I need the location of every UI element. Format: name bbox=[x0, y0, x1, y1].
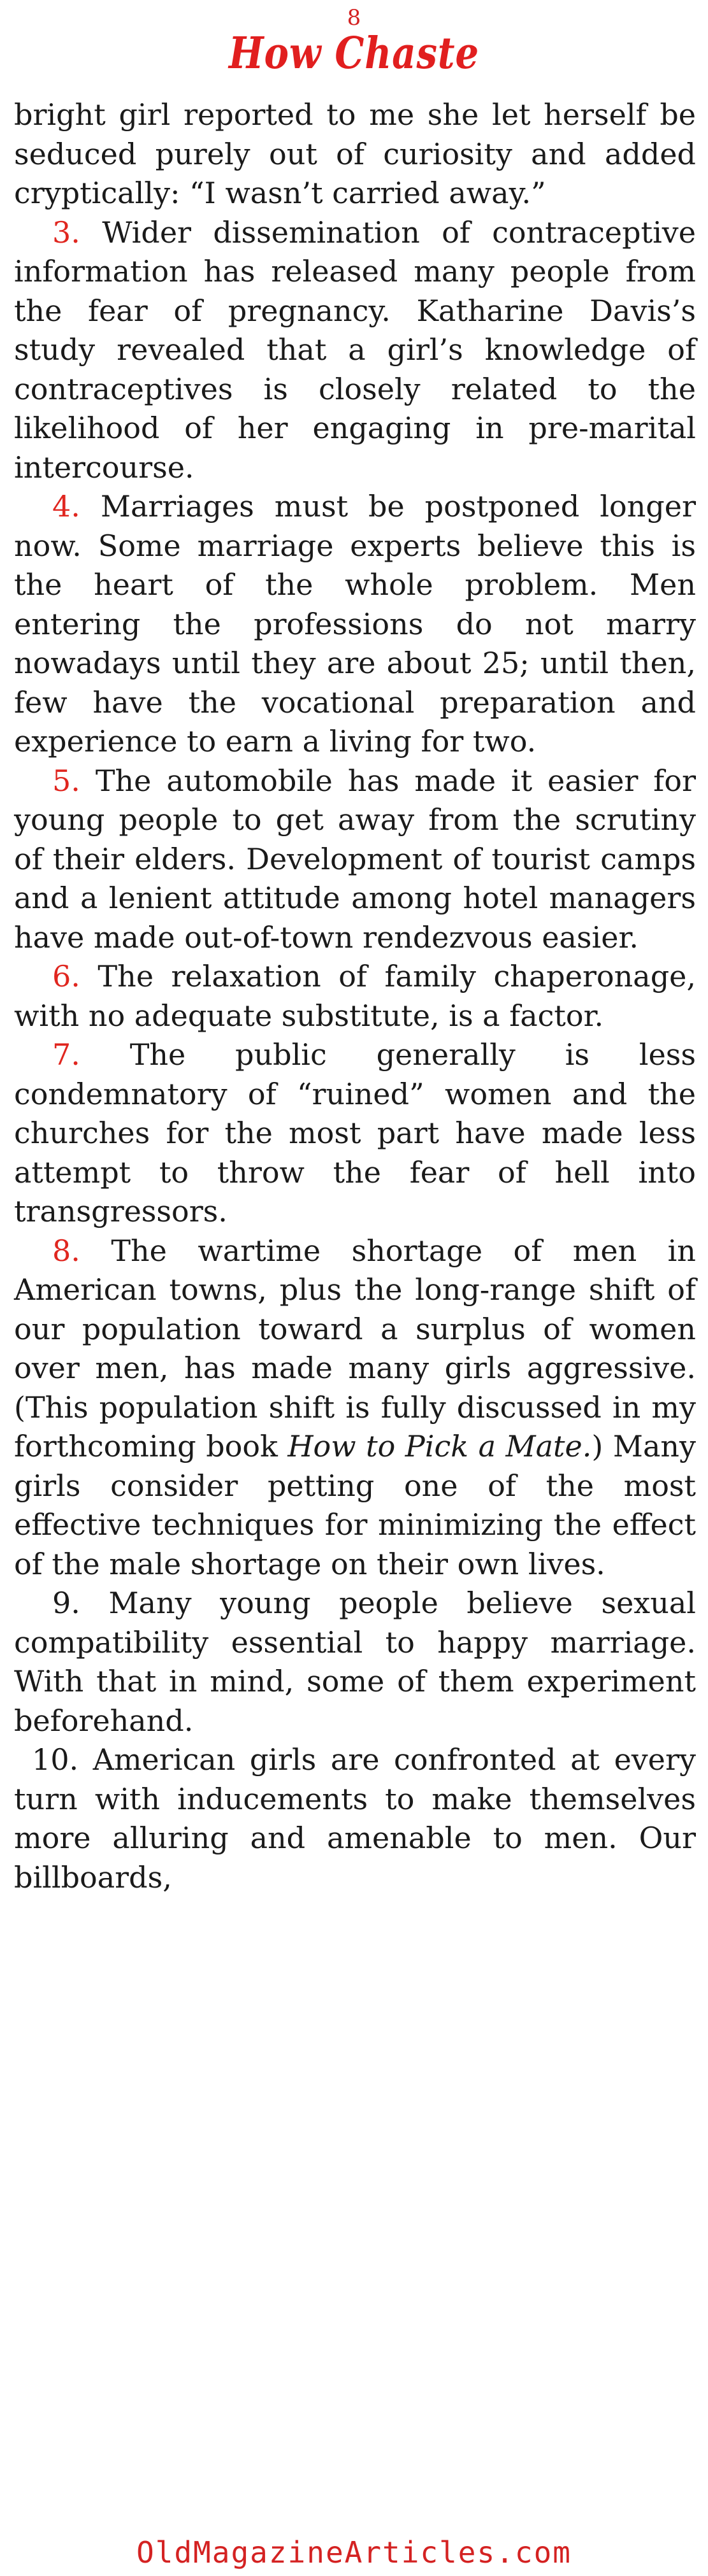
item-number: 5. bbox=[52, 763, 80, 798]
item-text: Marriages must be postponed longer now. Some marriage experts believe this is the heart of the whole problem. Men entering the professions do not marry nowadays until they are about 25; until then, few have the vocational preparation and experience to earn a living for two. bbox=[14, 489, 696, 758]
article-column bbox=[14, 96, 696, 1897]
book-title: How to Pick a Mate. bbox=[287, 1429, 592, 1463]
source-watermark: OldMagazineArticles.com bbox=[136, 2535, 572, 2570]
item-text: The wartime shortage of men in American towns, plus the long-range shift of our population toward a surplus of women over men, has made many girls aggressive. (This population shift is fully discussed in my forthcoming book bbox=[14, 1233, 696, 1463]
running-title: How Chaste bbox=[228, 28, 480, 79]
item-number: 8. bbox=[52, 1233, 80, 1268]
list-item-8 bbox=[14, 1232, 696, 1584]
item-number: 10. bbox=[32, 1742, 79, 1777]
list-item-4 bbox=[14, 487, 696, 762]
list-item-9 bbox=[14, 1584, 696, 1740]
item-text: Many young people believe sexual compatibility essential to happy marriage. With that in mind, some of them experiment beforehand. bbox=[14, 1586, 696, 1738]
item-text: Wider dissemination of contraceptive information has released many people from the fear of pregnancy. Katharine Davis’s study revealed that a girl’s knowledge of contraceptives is closely related to the likelihood of her engaging in pre-marital intercourse. bbox=[14, 215, 696, 485]
page-header bbox=[0, 0, 708, 96]
list-item-3 bbox=[14, 213, 696, 488]
item-text: American girls are confronted at every turn with inducements to make themselves more alluring and amenable to men. Our billboards, bbox=[14, 1742, 696, 1895]
item-text: The public generally is less condemnatory of “ruined” women and the churches for the most part have made less attempt to throw the fear of hell into transgressors. bbox=[14, 1037, 696, 1228]
list-item-10 bbox=[14, 1740, 696, 1897]
list-item-7 bbox=[14, 1035, 696, 1232]
item-number: 9. bbox=[52, 1586, 80, 1620]
opening-paragraph: bright girl reported to me she let herself be seduced purely out of curiosity and added cryptically: “I wasn’t carried away.” bbox=[14, 97, 696, 210]
list-item-6 bbox=[14, 957, 696, 1035]
item-number: 7. bbox=[52, 1037, 80, 1072]
item-text-continued: ) Many girls consider petting one of the most effective techniques for minimizing the effect of the male shortage on their own lives. bbox=[14, 1429, 696, 1581]
item-text: The relaxation of family chaperonage, with no adequate substitute, is a factor. bbox=[14, 959, 696, 1033]
list-item-5 bbox=[14, 762, 696, 958]
item-number: 3. bbox=[52, 215, 80, 250]
page-number: 8 bbox=[347, 5, 361, 31]
item-text: The automobile has made it easier for young people to get away from the scrutiny of their elders. Development of tourist camps and a lenient attitude among hotel managers have made out-of-town rendezvous easier. bbox=[14, 763, 696, 955]
item-number: 6. bbox=[52, 959, 80, 993]
item-number: 4. bbox=[52, 489, 80, 523]
